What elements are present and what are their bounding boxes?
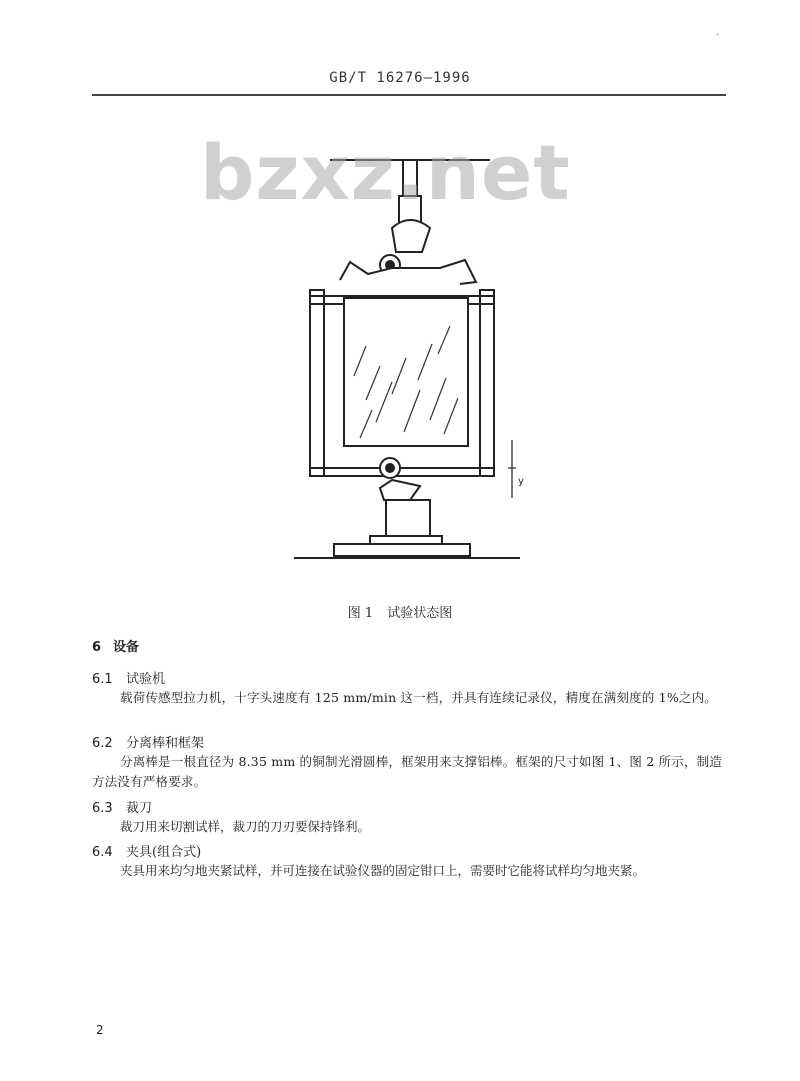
corner-mark: · [716,30,720,41]
watermark-text: bzxz.net [200,128,571,217]
upper-clamp [392,220,430,252]
lower-mount [370,536,442,544]
section-number: 6 [92,640,102,655]
dimension-label: y [518,476,524,487]
lower-column [386,500,430,540]
page-number: 2 [96,1023,104,1037]
standard-code-header: GB/T 16276—1996 [329,70,471,86]
subsection-6-1-body: 载荷传感型拉力机，十字头速度有 125 mm/min 这一档，并具有连续记录仪，精度在满刻度的 1%之内。 [120,690,718,705]
figure-caption [0,602,800,621]
subsection-6-1-title: 试验机 [126,672,166,687]
specimen-sheet [344,298,468,446]
subsection-6-4-heading: 6.4 夹具(组合式) [92,845,202,860]
section-title: 设备 [113,640,140,655]
frame-right-post [480,290,494,476]
subsection-6-2-heading: 6.2 分离棒和框架 [92,736,205,751]
figure-title: 试验状态图 [387,606,453,621]
subsection-6-3-title: 裁刀 [126,801,153,816]
figure-number: 图 1 [347,606,374,621]
subsection-6-4-body: 夹具用来均匀地夹紧试样，并可连接在试验仪器的固定钳口上，需要时它能将试样均匀地夹紧。 [120,863,646,878]
frame-left-post [310,290,324,476]
specimen-top-edge [340,260,476,284]
subsection-6-2-title: 分离棒和框架 [126,736,205,751]
subsection-6-1-heading: 6.1 试验机 [92,672,166,687]
lower-clamp [380,480,420,500]
section-heading [92,636,139,655]
subsection-6-4-title: 夹具(组合式) [126,845,202,860]
subsection-6-2-body: 分离棒是一根直径为 8.35 mm 的铜制光滑圆棒，框架用来支撑铝棒。框架的尺寸如图 1、图 2 所示，制造方法没有严格要求。 [92,754,723,789]
base-plate [334,544,470,556]
subsection-6-3-body: 裁刀用来切割试样，裁刀的刀刃要保持锋利。 [120,819,371,834]
subsection-6-3-heading: 6.3 裁刀 [92,801,153,816]
header-rule [92,94,726,96]
